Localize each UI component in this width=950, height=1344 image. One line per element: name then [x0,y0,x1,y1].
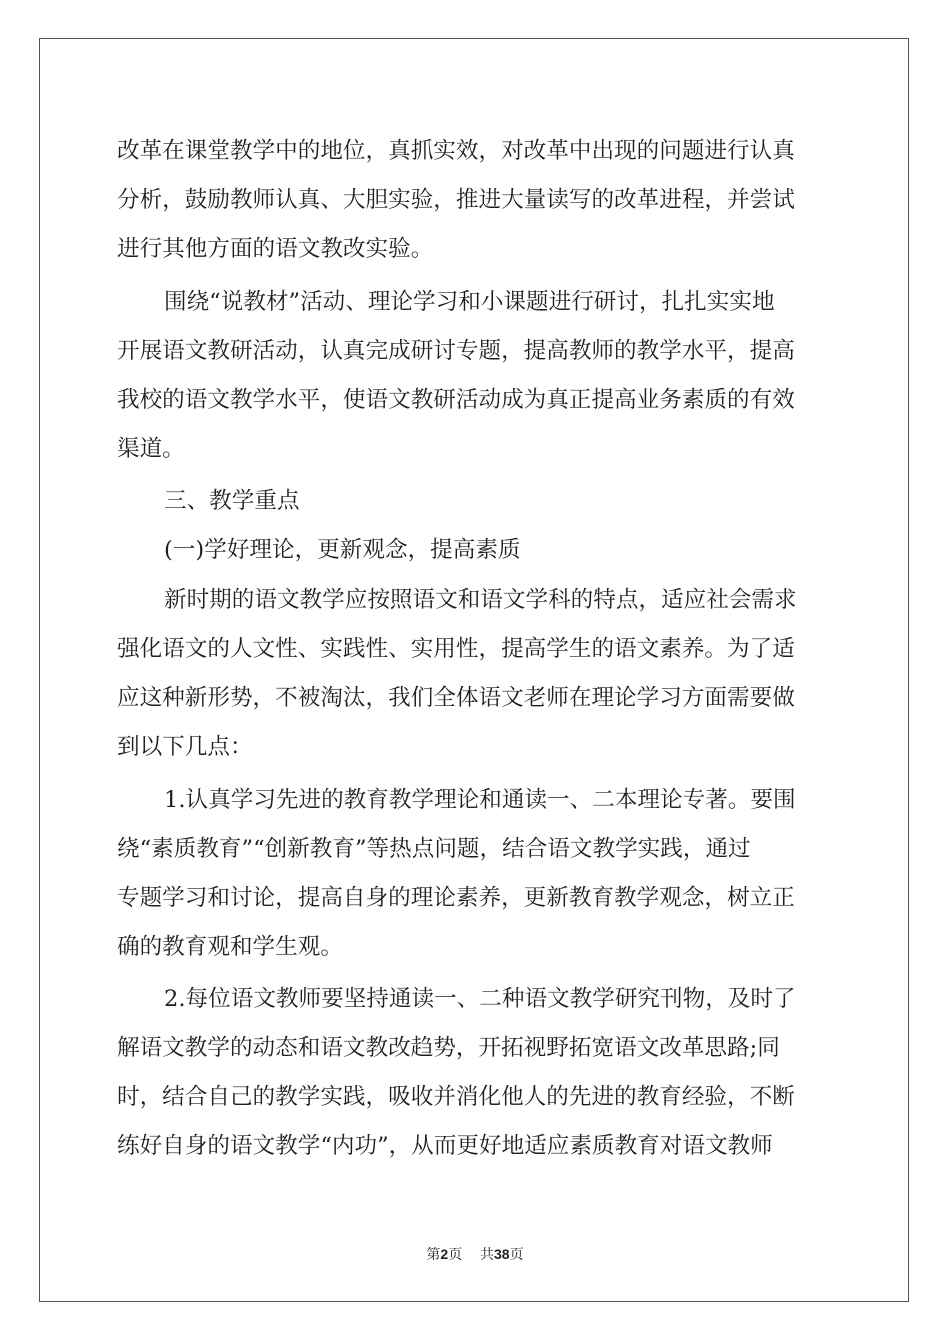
text-line: 强化语文的人文性、实践性、实用性，提高学生的语文素养。为了适 [117,636,795,662]
text-line: 确的教育观和学生观。 [117,934,343,960]
text-line: 应这种新形势，不被淘汰，我们全体语文老师在理论学习方面需要做 [117,685,795,711]
text-line: 进行其他方面的语文教改实验。 [117,236,434,262]
footer-page-prefix: 第 [426,1247,441,1263]
section-heading: 三、教学重点 [164,488,300,514]
footer-total-suffix: 页 [509,1247,524,1263]
subsection-heading: (一)学好理论，更新观念，提高素质 [164,537,521,563]
text-line: 围绕“说教材”活动、理论学习和小课题进行研讨，扎扎实实地 [164,289,775,315]
text-line: 开展语文教研活动，认真完成研讨专题，提高教师的教学水平，提高 [117,338,795,364]
text-line: 分析，鼓励教师认真、大胆实验，推进大量读写的改革进程，并尝试 [117,187,795,213]
text-line: 解语文教学的动态和语文教改趋势，开拓视野拓宽语文改革思路;同 [117,1035,780,1061]
text-line: 专题学习和讨论，提高自身的理论素养，更新教育教学观念，树立正 [117,885,795,911]
text-line: 渠道。 [117,436,185,462]
page-footer [0,1244,950,1265]
footer-page-number: 2 [440,1246,449,1262]
footer-total-prefix: 共 [480,1247,495,1263]
text-line: 我校的语文教学水平，使语文教研活动成为真正提高业务素质的有效 [117,387,795,413]
footer-page-suffix: 页 [448,1247,463,1263]
text-line: 到以下几点： [117,734,253,760]
text-line: 改革在课堂教学中的地位，真抓实效，对改革中出现的问题进行认真 [117,138,795,164]
text-line: 1.认真学习先进的教育教学理论和通读一、二本理论专著。要围 [164,787,796,813]
text-line: 时，结合自己的教学实践，吸收并消化他人的先进的教育经验，不断 [117,1084,795,1110]
text-line: 2.每位语文教师要坚持通读一、二种语文教学研究刊物，及时了 [164,986,796,1012]
footer-total-number: 38 [494,1246,510,1262]
text-line: 绕“素质教育”“创新教育”等热点问题，结合语文教学实践，通过 [117,836,751,862]
text-line: 练好自身的语文教学“内功”，从而更好地适应素质教育对语文教师 [117,1133,773,1159]
text-line: 新时期的语文教学应按照语文和语文学科的特点，适应社会需求 [164,587,797,613]
